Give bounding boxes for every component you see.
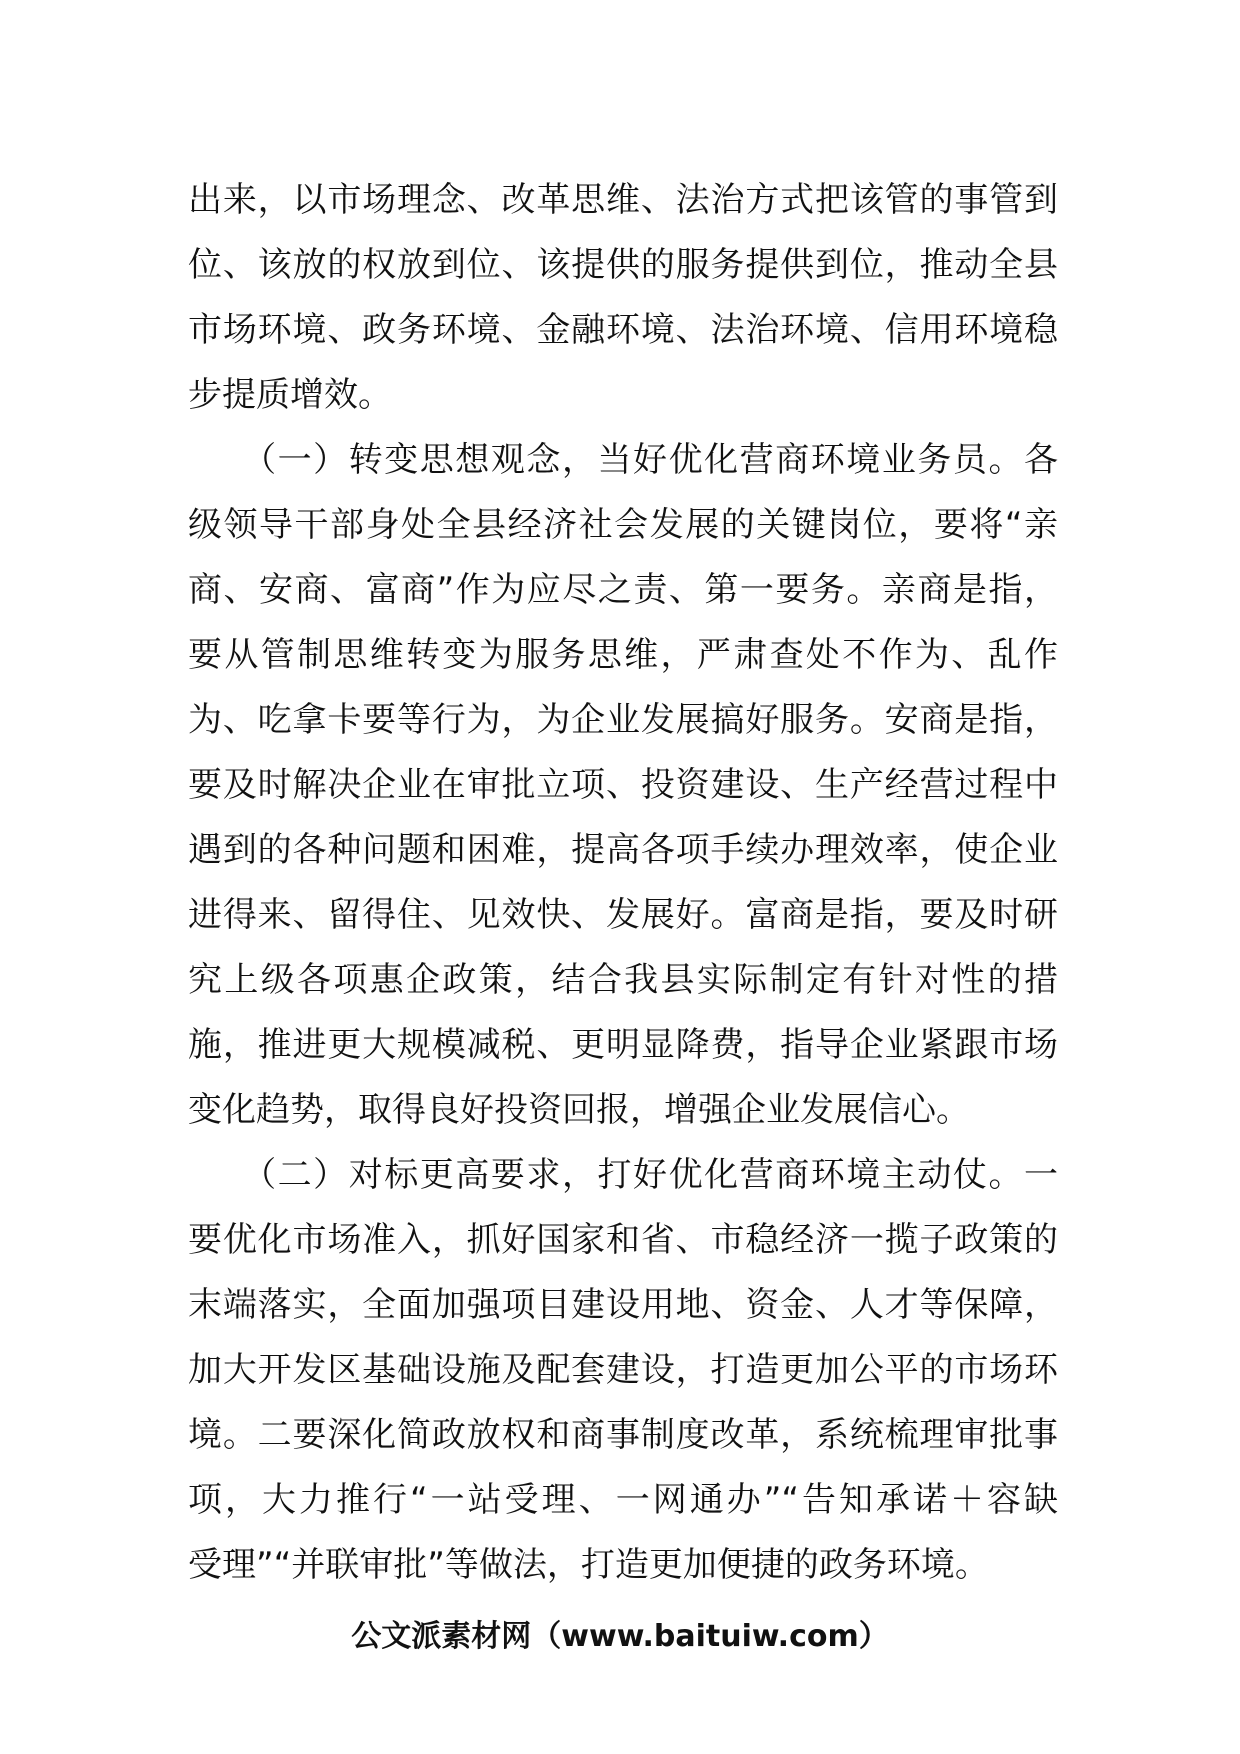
text-line: （二）对标更高要求，打好优化营商环境主动仗。一 — [188, 1155, 1058, 1195]
text-line: 变化趋势，取得良好投资回报，增强企业发展信心。 — [188, 1090, 970, 1130]
text-line: 末端落实，全面加强项目建设用地、资金、人才等保障， — [188, 1285, 1058, 1325]
text-line: 遇到的各种问题和困难，提高各项手续办理效率，使企业 — [188, 830, 1058, 870]
text-line: 要及时解决企业在审批立项、投资建设、生产经营过程中 — [188, 765, 1058, 805]
text-line: 施，推进更大规模减税、更明显降费，指导企业紧跟市场 — [188, 1025, 1058, 1065]
text-line: （一）转变思想观念，当好优化营商环境业务员。各 — [188, 440, 1058, 480]
text-line: 步提质增效。 — [188, 375, 392, 415]
text-line: 为、吃拿卡要等行为，为企业发展搞好服务。安商是指， — [188, 700, 1058, 740]
text-line: 要从管制思维转变为服务思维，严肃查处不作为、乱作 — [188, 635, 1058, 675]
text-line: 受理”“并联审批”等做法，打造更加便捷的政务环境。 — [188, 1545, 989, 1585]
text-line: 级领导干部身处全县经济社会发展的关键岗位，要将“亲 — [188, 505, 1058, 545]
body-text — [188, 168, 1058, 1598]
text-line: 要优化市场准入，抓好国家和省、市稳经济一揽子政策的 — [188, 1220, 1058, 1260]
text-line: 项，大力推行“一站受理、一网通办”“告知承诺＋容缺 — [188, 1480, 1058, 1520]
text-line: 市场环境、政务环境、金融环境、法治环境、信用环境稳 — [188, 310, 1058, 350]
text-line: 位、该放的权放到位、该提供的服务提供到位，推动全县 — [188, 245, 1058, 285]
text-line: 加大开发区基础设施及配套建设，打造更加公平的市场环 — [188, 1350, 1058, 1390]
text-line: 商、安商、富商”作为应尽之责、第一要务。亲商是指， — [188, 570, 1058, 610]
watermark-footer: 公文派素材网（www.baituiw.com） — [351, 1619, 889, 1654]
text-line: 出来，以市场理念、改革思维、法治方式把该管的事管到 — [188, 180, 1058, 220]
text-line: 境。二要深化简政放权和商事制度改革，系统梳理审批事 — [188, 1415, 1058, 1455]
text-line: 进得来、留得住、见效快、发展好。富商是指，要及时研 — [188, 895, 1058, 935]
text-line: 究上级各项惠企政策，结合我县实际制定有针对性的措 — [188, 960, 1058, 1000]
